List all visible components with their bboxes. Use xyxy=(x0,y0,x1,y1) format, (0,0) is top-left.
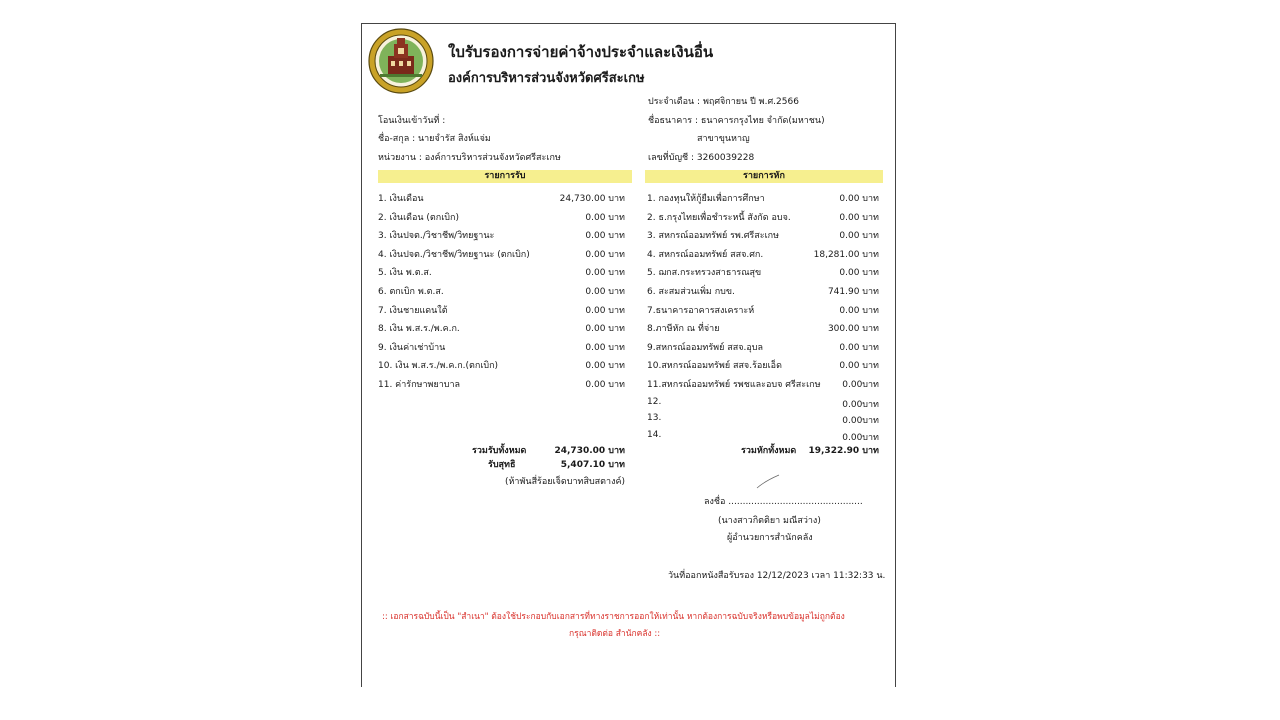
income-item-value: 0.00 บาท xyxy=(585,305,625,316)
signature-line: ลงชื่อ ............................................... xyxy=(704,497,863,507)
account-number: เลขที่บัญชี : 3260039228 xyxy=(648,153,755,163)
deduction-item-value: 741.90 บาท xyxy=(827,287,879,297)
income-item-value: 0.00 บาท xyxy=(585,342,625,353)
income-item-value: 0.00 บาท xyxy=(585,212,625,223)
signature-scribble xyxy=(755,473,781,491)
deduction-item-label: 11.สหกรณ์ออมทรัพย์ รพชและอบจ ศรีสะเกษ xyxy=(647,380,821,390)
deduction-item-label: 4. สหกรณ์ออมทรัพย์ สสจ.ศก. xyxy=(647,249,764,260)
deduction-item-label: 13. xyxy=(647,413,662,424)
income-header: รายการรับ xyxy=(378,170,632,183)
net-pay-label: รับสุทธิ xyxy=(488,460,516,470)
deduction-item-label: 5. ฌกส.กระทรวงสาธารณสุข xyxy=(647,268,762,279)
deduction-item-label: 1. กองทุนให้กู้ยืมเพื่อการศึกษา xyxy=(647,194,765,204)
deduction-item-value: 18,281.00 บาท xyxy=(813,249,879,260)
income-total-value: 24,730.00 บาท xyxy=(554,446,625,456)
deduction-item-value: 0.00 บาท xyxy=(839,305,879,316)
deduction-item-label: 3. สหกรณ์ออมทรัพย์ รพ.ศรีสะเกษ xyxy=(647,231,780,242)
document-title: ใบรับรองการจ่ายค่าจ้างประจำและเงินอื่น xyxy=(448,43,714,61)
income-item-value: 24,730.00 บาท xyxy=(559,194,625,204)
deduction-item-value: 0.00บาท xyxy=(842,432,879,443)
bank-name: ชื่อธนาคาร : ธนาคารกรุงไทย จำกัด(มหาชน) xyxy=(648,116,825,126)
copy-notice-line2: กรุณาติดต่อ สำนักคลัง :: xyxy=(569,629,661,639)
income-item-value: 0.00 บาท xyxy=(585,287,625,297)
employee-name: ชื่อ-สกุล : นายจำรัส สิงห์แจ่ม xyxy=(378,134,491,144)
signer-name: (นางสาวกิตติยา มณีสว่าง) xyxy=(718,516,821,526)
deduction-item-label: 6. สะสมส่วนเพิ่ม กบข. xyxy=(647,287,735,297)
deduction-item-value: 0.00บาท xyxy=(842,380,879,390)
deduction-item-value: 0.00 บาท xyxy=(839,361,879,372)
income-item-label: 1. เงินเดือน xyxy=(378,194,424,204)
income-item-value: 0.00 บาท xyxy=(585,324,625,335)
income-item-label: 4. เงินปจต./วิชาชีพ/วิทยฐานะ (ตกเบิก) xyxy=(378,249,530,260)
deduction-item-label: 2. ธ.กรุงไทยเพื่อชำระหนี้ สังกัด อบจ. xyxy=(647,212,791,223)
deduction-item-label: 14. xyxy=(647,429,662,440)
deduction-item-label: 12. xyxy=(647,397,662,407)
employee-unit: หน่วยงาน : องค์การบริหารส่วนจังหวัดศรีสะเกษ xyxy=(378,153,561,163)
income-item-label: 5. เงิน พ.ต.ส. xyxy=(378,268,432,279)
copy-notice-line1: :: เอกสารฉบับนี้เป็น "สำเนา" ต้องใช้ประกอบกับเอกสารที่ทางราชการออกให้เท่านั้น หากต้องการฉบับจริงหรือพบข้อมูลไม่ถูกต้อง xyxy=(382,612,845,622)
deduction-total-label: รวมหักทั้งหมด xyxy=(741,446,797,456)
issue-timestamp: วันที่ออกหนังสือรับรอง 12/12/2023 เวลา 11:32:33 น. xyxy=(668,571,886,581)
deduction-item-value: 0.00บาท xyxy=(842,400,879,410)
income-item-value: 0.00 บาท xyxy=(585,268,625,279)
deduction-item-value: 0.00 บาท xyxy=(839,231,879,242)
deduction-item-value: 0.00 บาท xyxy=(839,342,879,353)
bank-branch: สาขาขุนหาญ xyxy=(697,134,750,144)
deduction-header: รายการหัก xyxy=(645,170,883,183)
certificate-document xyxy=(361,23,896,687)
income-item-label: 2. เงินเดือน (ตกเบิก) xyxy=(378,212,459,223)
income-item-label: 7. เงินชายแดนใต้ xyxy=(378,305,448,316)
income-item-value: 0.00 บาท xyxy=(585,231,625,242)
income-item-label: 10. เงิน พ.ส.ร./พ.ค.ก.(ตกเบิก) xyxy=(378,361,499,372)
income-item-value: 0.00 บาท xyxy=(585,361,625,372)
income-item-label: 6. ตกเบิก พ.ต.ส. xyxy=(378,287,444,297)
deduction-item-value: 300.00 บาท xyxy=(827,324,879,335)
deduction-item-value: 0.00 บาท xyxy=(839,194,879,204)
net-pay-value: 5,407.10 บาท xyxy=(560,460,625,470)
income-item-value: 0.00 บาท xyxy=(585,249,625,260)
organization-name: องค์การบริหารส่วนจังหวัดศรีสะเกษ xyxy=(448,71,645,86)
income-item-label: 11. ค่ารักษาพยาบาล xyxy=(378,380,461,390)
signer-position: ผู้อำนวยการสำนักคลัง xyxy=(727,533,813,543)
deduction-total-value: 19,322.90 บาท xyxy=(808,446,879,456)
income-item-value: 0.00 บาท xyxy=(585,380,625,390)
transfer-date: โอนเงินเข้าวันที่ : xyxy=(378,116,446,126)
deduction-item-value: 0.00 บาท xyxy=(839,268,879,279)
deduction-item-label: 7.ธนาคารอาคารสงเคราะห์ xyxy=(647,305,755,316)
pay-month: ประจำเดือน : พฤศจิกายน ปี พ.ศ.2566 xyxy=(648,97,799,107)
deduction-item-label: 9.สหกรณ์ออมทรัพย์ สสจ.อุบล xyxy=(647,342,763,353)
income-item-label: 8. เงิน พ.ส.ร./พ.ค.ก. xyxy=(378,324,460,335)
income-total-label: รวมรับทั้งหมด xyxy=(472,446,527,456)
deduction-item-label: 8.ภาษีหัก ณ ที่จ่าย xyxy=(647,324,720,335)
deduction-item-value: 0.00 บาท xyxy=(839,212,879,223)
net-pay-words: (ห้าพันสี่ร้อยเจ็ดบาทสิบสตางค์) xyxy=(504,477,625,487)
deduction-item-value: 0.00บาท xyxy=(842,416,879,427)
org-seal-logo xyxy=(366,28,436,94)
deduction-item-label: 10.สหกรณ์ออมทรัพย์ สสจ.ร้อยเอ็ด xyxy=(647,361,782,372)
income-item-label: 3. เงินปจต./วิชาชีพ/วิทยฐานะ xyxy=(378,231,495,242)
income-item-label: 9. เงินค่าเช่าบ้าน xyxy=(378,342,446,353)
